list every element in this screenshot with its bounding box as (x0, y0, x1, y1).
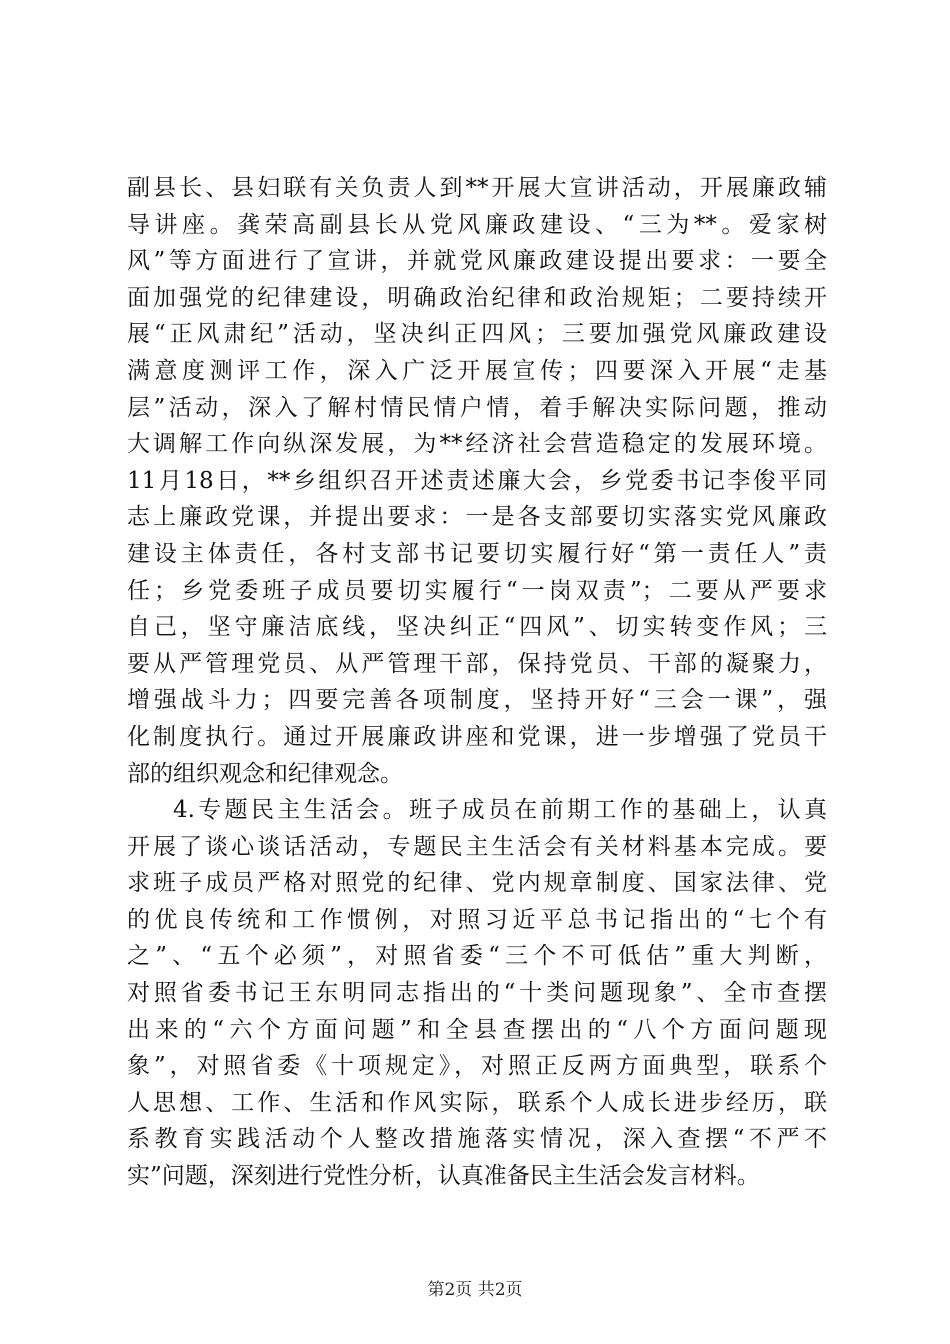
body-text (127, 170, 827, 1195)
text-line: 任；乡党委班子成员要切实履行“一岗双责”；二要从严要求 (127, 577, 827, 604)
section-heading-line: 4.专题民主生活会。班子成员在前期工作的基础上，认真 (173, 797, 827, 824)
text-line: 自己，坚守廉洁底线，坚决纠正“四风”、切实转变作风；三 (127, 614, 827, 641)
text-line: 象”，对照省委《十项规定》，对照正反两方面典型，联系个 (127, 1053, 827, 1080)
text-line: 展“正风肃纪”活动，坚决纠正四风；三要加强党风廉政建设 (127, 321, 827, 348)
text-line: 满意度测评工作，深入广泛开展宣传；四要深入开展“走基 (127, 357, 827, 384)
text-line: 对照省委书记王东明同志指出的“十类问题现象”、全市查摆 (127, 980, 827, 1007)
page-number-footer: 第2页 共2页 (427, 1280, 523, 1300)
text-line: 部的组织观念和纪律观念。 (127, 760, 403, 787)
text-line: 的优良传统和工作惯例，对照习近平总书记指出的“七个有 (127, 906, 827, 933)
text-line: 11月18日，**乡组织召开述责述廉大会，乡党委书记李俊平同 (127, 467, 827, 494)
text-line: 副县长、县妇联有关负责人到**开展大宣讲活动，开展廉政辅 (127, 175, 827, 201)
text-line: 层”活动，深入了解村情民情户情，着手解决实际问题，推动 (127, 394, 827, 421)
text-line: 建设主体责任，各村支部书记要切实履行好“第一责任人”责 (127, 540, 827, 567)
text-line: 志上廉政党课，并提出要求：一是各支部要切实落实党风廉政 (127, 504, 827, 531)
text-line: 导讲座。龚荣高副县长从党风廉政建设、“三为**。爱家树 (127, 211, 827, 238)
text-line: 风”等方面进行了宣讲，并就党风廉政建设提出要求：一要全 (127, 248, 827, 275)
text-line: 开展了谈心谈话活动，专题民主生活会有关材料基本完成。要 (127, 833, 827, 860)
text-line: 求班子成员严格对照党的纪律、党内规章制度、国家法律、党 (127, 870, 827, 897)
text-line: 实”问题，深刻进行党性分析，认真准备民主生活会发言材料。 (127, 1163, 760, 1190)
text-line: 人思想、工作、生活和作风实际，联系个人成长进步经历，联 (127, 1089, 827, 1116)
text-line: 系教育实践活动个人整改措施落实情况，深入查摆“不严不 (127, 1126, 827, 1153)
text-line: 增强战斗力；四要完善各项制度，坚持开好“三会一课”，强 (127, 687, 827, 714)
text-line: 之”、“五个必须”，对照省委“三个不可低估”重大判断， (127, 943, 827, 970)
text-line: 大调解工作向纵深发展，为**经济社会营造稳定的发展环境。 (127, 431, 827, 458)
text-line: 出来的“六个方面问题”和全县查摆出的“八个方面问题现 (127, 1016, 827, 1043)
text-line: 化制度执行。通过开展廉政讲座和党课，进一步增强了党员干 (127, 723, 827, 750)
text-line: 面加强党的纪律建设，明确政治纪律和政治规矩；二要持续开 (127, 284, 827, 311)
text-line: 要从严管理党员、从严管理干部，保持党员、干部的凝聚力， (127, 650, 827, 677)
